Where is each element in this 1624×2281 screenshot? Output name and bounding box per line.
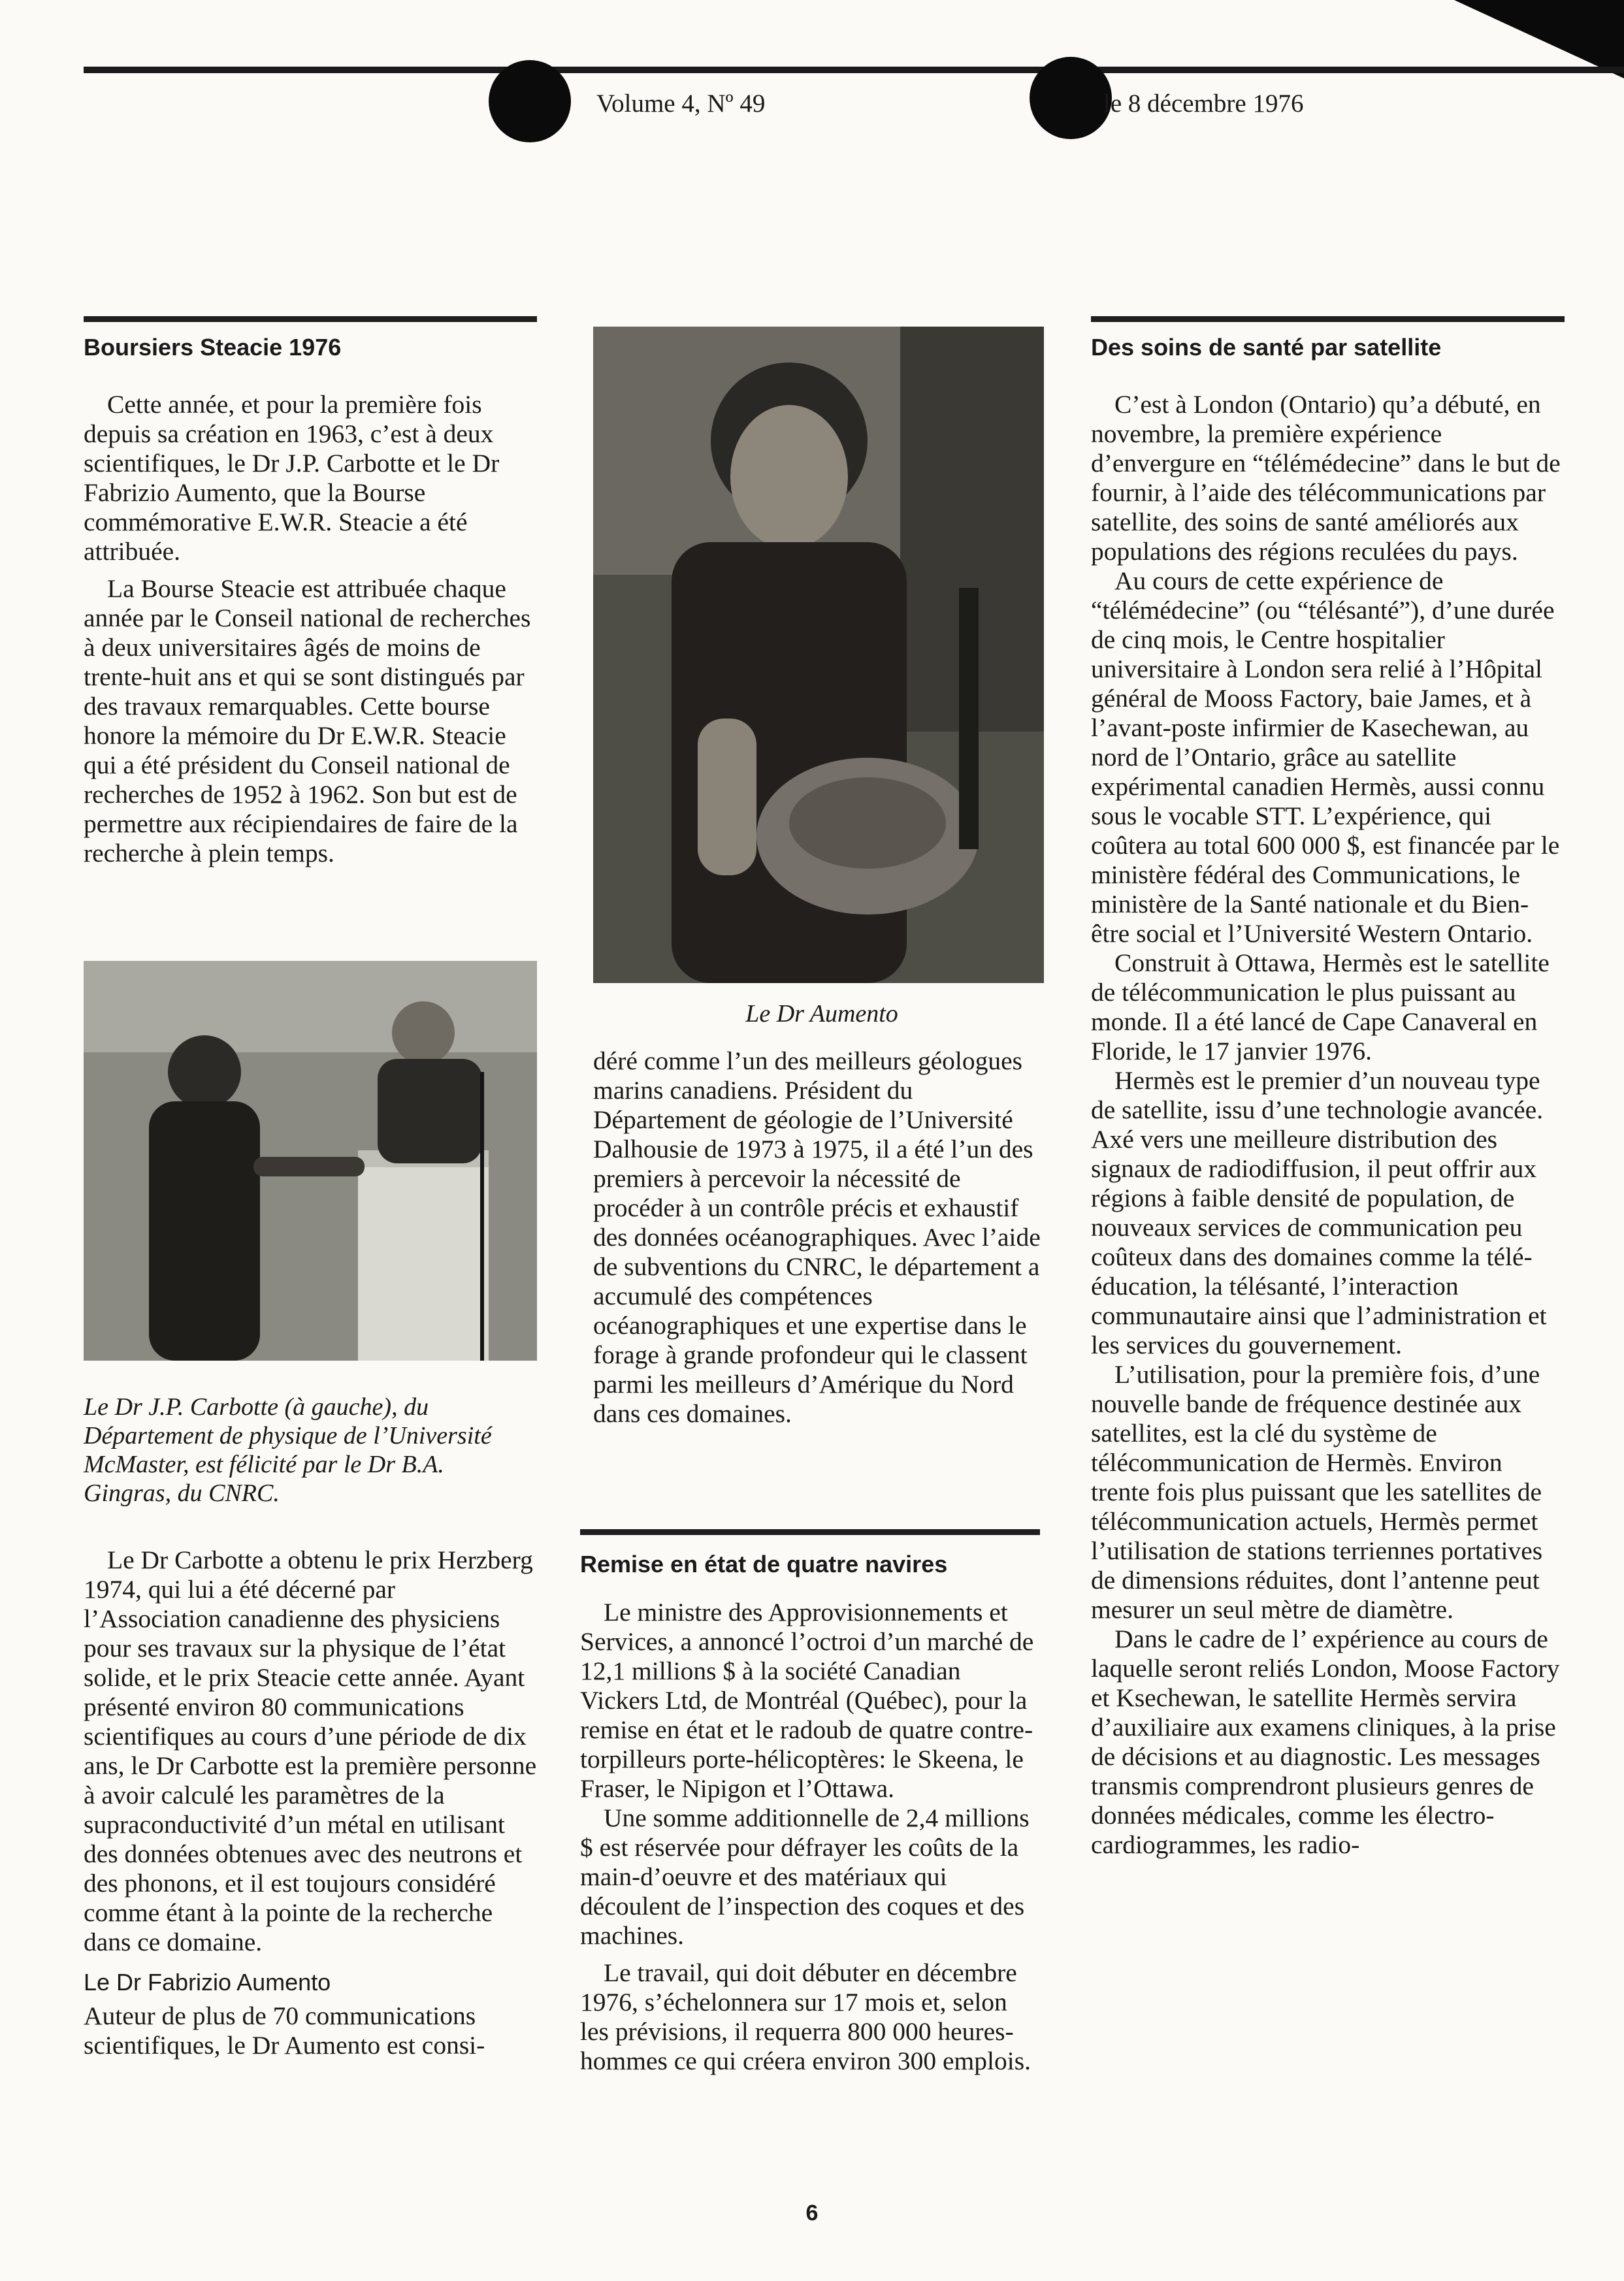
article-steacie-bottom (84, 1393, 537, 2060)
paragraph: C’est à London (Ontario) qu’a débuté, en novembre, la première expérience d’envergure en “télémédecine” dans le but de fournir, à l’aide des télécommunications par satellite, des soins de santé améliorés aux populations des régions reculées du pays. (1091, 390, 1561, 566)
photo-aumento (593, 327, 1044, 983)
article-navires (580, 1529, 1040, 2076)
paragraph: Dans le cadre de l’ expérience au cours de laquelle seront reliés London, Moose Factory et Ksechewan, le satellite Hermès servira d’auxiliaire aux examens cliniques, à la prise de décisions et au diagnostic. Les messages transmis comprendront plusieurs genres de données médicales, comme les électro-cardiogrammes, les radio- (1091, 1625, 1560, 1859)
section-rule (580, 1529, 1040, 1535)
paragraph: déré comme l’un des meilleurs géologues marins canadiens. Président du Département de géologie de l’Université Dalhousie de 1973 à 1975, il a été l’un des premiers à percevoir la nécessité de procéder à un contrôle précis et exhaustif des données océanographiques. Avec l’aide de subventions du CNRC, le département a accumulé des compétences océanographiques et une expertise dans le forage à grande profondeur qui le classent parmi les meilleurs d’Amérique du Nord dans ces domaines. (593, 1046, 1041, 1428)
section-rule (1091, 316, 1565, 322)
photo-caption: Le Dr Aumento (745, 1000, 898, 1027)
issue-date: le 8 décembre 1976 (1103, 89, 1304, 118)
paragraph: La Bourse Steacie est attribuée chaque année par le Conseil national de recherches à deux universitaires âgés de moins de trente-huit ans et qui se sont distingués par des travaux remarquables. Cette bourse honore la mémoire du Dr E.W.R. Steacie qui a été président du Conseil national de recherches de 1952 à 1962. Son but est de permettre aux récipiendaires de faire de la recherche à plein temps. (84, 574, 531, 867)
headline-navires: Remise en état de quatre navires (580, 1551, 948, 1577)
masthead-rule (84, 67, 1624, 73)
photo-illustration (593, 327, 1044, 983)
paragraph: Le travail, qui doit débuter en décembre 1976, s’échelonnera sur 17 mois et, selon les prévisions, il requerra 800 000 heures-hommes ce qui créera environ 300 emplois. (580, 1958, 1031, 2075)
headline-satellite: Des soins de santé par satellite (1091, 334, 1442, 361)
subheading-aumento: Le Dr Fabrizio Aumento (84, 1969, 331, 1996)
photo-caption: Le Dr J.P. Carbotte (à gauche), du Département de physique de l’Université McMaster, est félicité par le Dr B.A. Gingras, du CNRC. (84, 1393, 492, 1507)
paragraph: Le Dr Carbotte a obtenu le prix Herzberg 1974, qui lui a été décerné par l’Association canadienne des physiciens pour ses travaux sur la physique de l’état solide, et le prix Steacie cette année. Ayant présenté environ 80 communications scientifiques au cours d’une période de dix ans, le Dr Carbotte est la première personne à avoir calculé les paramètres de la supraconductivité d’un métal en utilisant des données obtenues avec des neutrons et des phonons, et il est toujours considéré comme étant à la pointe de la recherche dans ce domaine. (84, 1545, 537, 1956)
paragraph: Hermès est le premier d’un nouveau type de satellite, issu d’une technologie avancée. Axé vers une meilleure distribution des signaux de radiodiffusion, il peut offrir aux régions à faible densité de population, de nouveaux services de communication peu coûteux dans des domaines comme la télé-éducation, la télésanté, l’interaction communautaire ainsi que l’administration et les services du gouvernement. (1091, 1066, 1547, 1359)
headline-steacie: Boursiers Steacie 1976 (84, 334, 342, 361)
paragraph: Au cours de cette expérience de “télémédecine” (ou “télésanté”), d’une durée de cinq mois, le Centre hospitalier universitaire à London sera relié à l’Hôpital général de Mooss Factory, baie James, et à l’avant-poste infirmier de Kasechewan, au nord de l’Ontario, grâce au satellite expérimental canadien Hermès, aussi connu sous le vocable STT. L’expérience, qui coûtera au total 600 000 $, est financée par le ministère fédéral des Communications, le ministère de la Santé nationale et du Bien-être social et l’Université Western Ontario. (1091, 566, 1560, 948)
punch-hole-right (1030, 57, 1112, 139)
paragraph: L’utilisation, pour la première fois, d’une nouvelle bande de fréquence destinée aux satellites, est la clé du système de télécommunication de Hermès. Environ trente fois plus puissant que les satellites de télécommunication actuels, Hermès permet l’utilisation de stations terriennes portatives de dimensions réduites, dont l’antenne peut mesurer un seul mètre de diamètre. (1091, 1360, 1543, 1624)
page-number: 6 (805, 2201, 819, 2225)
paragraph: Construit à Ottawa, Hermès est le satellite de télécommunication le plus puissant au monde. Il a été lancé de Cape Canaveral en Floride, le 17 janvier 1976. (1091, 948, 1550, 1065)
paragraph: Cette année, et pour la première fois depuis sa création en 1963, c’est à deux scientifiques, le Dr J.P. Carbotte et le Dr Fabrizio Aumento, que la Bourse commémorative E.W.R. Steacie a été attribuée. (84, 390, 500, 566)
issue-volume: Volume 4, Nº 49 (596, 89, 766, 118)
punch-hole-left (489, 60, 571, 142)
article-satellite (1091, 316, 1565, 1860)
article-steacie-continued (593, 999, 1050, 1429)
paragraph: Auteur de plus de 70 communications scientifiques, le Dr Aumento est consi- (84, 2001, 485, 2060)
section-rule (84, 316, 537, 322)
paragraph: Le ministre des Approvisionnements et Services, a annoncé l’octroi d’un marché de 12,1 millions $ à la société Canadian Vickers Ltd, de Montréal (Québec), pour la remise en état et le radoub de quatre contre-torpilleurs porte-hélicoptères: le Skeena, le Fraser, le Nipigon et l’Ottawa. (580, 1598, 1034, 1803)
photo-carbotte-gingras (84, 961, 537, 1361)
article-steacie-top (84, 316, 537, 868)
paragraph: Une somme additionnelle de 2,4 millions $ est réservée pour défrayer les coûts de la main-d’oeuvre et des matériaux qui découlent de l’inspection des coques et des machines. (580, 1804, 1030, 1950)
photo-illustration (84, 961, 537, 1361)
